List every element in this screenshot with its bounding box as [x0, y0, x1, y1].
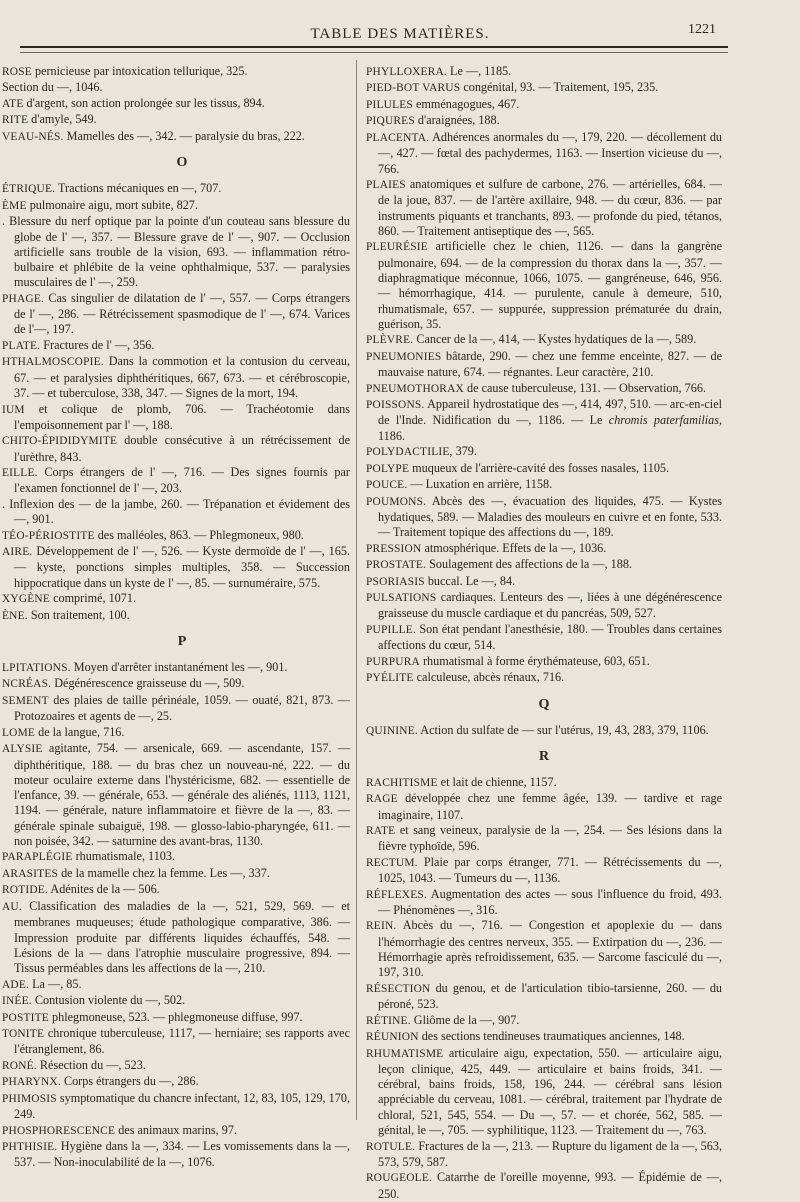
- index-term: AIRE.: [2, 546, 33, 559]
- index-entry: [366, 349, 722, 381]
- index-term: ATE: [2, 97, 24, 110]
- index-entry: [0, 1058, 350, 1074]
- index-entry: [366, 1013, 722, 1029]
- entries-r: [366, 775, 722, 1202]
- index-term: PLEURÉSIE: [366, 241, 428, 254]
- index-term: SEMENT: [2, 694, 49, 707]
- index-tail: , 1186.: [378, 413, 722, 443]
- right-column: [366, 64, 722, 1202]
- index-text: La —, 85.: [32, 976, 82, 991]
- index-entry: [0, 528, 350, 544]
- index-entry: [0, 899, 350, 976]
- index-term: PLÈVRE.: [366, 334, 414, 347]
- index-text: phlegmoneuse, 523. — phlegmoneuse diffuse, 997.: [52, 1009, 303, 1024]
- index-term: RONÉ.: [2, 1059, 37, 1072]
- index-term: PULSATIONS: [366, 592, 437, 605]
- index-term: ÈNE.: [2, 609, 28, 622]
- index-term: ROSE: [2, 66, 32, 78]
- index-text: Adhérences anormales du —, 179, 220. — décollement du —, 427. — fœtal des pachydermes, 1163. — Insertion vicieuse du —, 766.: [378, 129, 723, 176]
- index-term: RÉFLEXES.: [366, 888, 427, 901]
- index-text: de cause tuberculeuse, 131. — Observation, 766.: [467, 380, 706, 395]
- index-term: ÉTRIQUE.: [2, 183, 56, 196]
- index-text: Adénites de la — 506.: [50, 882, 160, 897]
- index-text: agitante, 754. — arsenicale, 669. — ascendante, 157. — diphthéritique, 188. — du bras chez un nouveau-né, 222. — du moteur oculaire externe dans l'hystéricisme, 682. — essentielle de l'enfance, 39. — générale, 653. — générale des aliénés, 1113, 1121, 1194. — générale, nature inflammatoire et fièvre de la —, 83. — générale spinale subaiguë, 198. — glosso-labio-pharyngée, 611. — non poisée, 342. — saturnine des avant-bras, 1130.: [14, 741, 351, 848]
- index-entry: [366, 855, 722, 887]
- index-entry: [366, 113, 722, 129]
- index-entry: [0, 1074, 350, 1090]
- index-text: anatomiques et sulfure de carbone, 276. — artérielles, 684. — de la joue, 837. — de l'artère axillaire, 948. — du cœur, 836. — par instruments piquants et tranchants, 893. — profonde du pied, tétanos, 860. — Traitement antiseptique des —, 565.: [378, 177, 722, 238]
- header-rule: [20, 46, 728, 48]
- section-letter-r: R: [538, 748, 550, 764]
- index-term: PLAIES: [366, 179, 406, 192]
- index-entry: [0, 693, 350, 725]
- section-letter-p: P: [177, 633, 187, 649]
- index-text: des sections tendineuses traumatiques anciennes, 148.: [421, 1029, 685, 1044]
- index-term: PHARYNX.: [2, 1076, 61, 1089]
- index-term: LPITATIONS.: [2, 661, 71, 674]
- index-text: buccal. Le —, 84.: [427, 573, 516, 588]
- index-text: articulaire aigu, expectation, 550. — articulaire aigu, leçon clinique, 425, 449. — articulaire et bains froids, 341. — cérébral, bains froids, 158, 196, 244. — cérébral sans lésion appréciable du cerveau, 1081. — cérébral, traitement par l'hydrate de chloral, 521, 545, 554. — Du —, 57. — et chorée, 562, 585. — génital, le —, 705. — syphilitique, 1123. — Traitement du —, 763.: [378, 1045, 722, 1138]
- index-term: TONITE: [2, 1028, 45, 1041]
- index-entry: [0, 291, 350, 338]
- index-text: cardiaques. Lenteurs des —, liées à une dégénérescence graisseuse du muscle cardiaque et du pancréas, 509, 527.: [378, 590, 722, 621]
- index-term: PHOSPHORESCENCE: [2, 1124, 116, 1137]
- page-title: TABLE DES MATIÈRES.: [310, 26, 490, 42]
- index-entry: [0, 497, 350, 528]
- index-text: des malléoles, 863. — Phlegmoneux, 980.: [97, 527, 304, 542]
- index-term: POUCE.: [366, 479, 408, 492]
- index-text: Soulagement des affections de la —, 188.: [429, 557, 632, 572]
- index-term: EILLE.: [2, 467, 38, 480]
- index-entry: [0, 1026, 350, 1058]
- index-entry: [366, 791, 722, 823]
- index-entry: [366, 981, 722, 1013]
- index-term: ADE.: [2, 978, 30, 991]
- index-term: PHIMOSIS: [2, 1092, 57, 1105]
- index-entry: [366, 461, 722, 477]
- index-text: Section du —, 1046.: [2, 80, 103, 95]
- index-text: des animaux marins, 97.: [118, 1122, 237, 1137]
- index-entry: [366, 1046, 722, 1139]
- index-text: Dans la commotion et la contusion du cerveau, 67. — et paralysies diphthéritiques, 667, 673. — et cérébroscopie, 37. — et tuberculose, 338, 347. — Signes de la mort, 194.: [14, 354, 351, 401]
- index-text: et colique de plomb, 706. — Trachéotomie dans l'empoisonnement par l' —, 188.: [14, 401, 350, 432]
- index-entry: [0, 181, 350, 197]
- index-entry: [366, 557, 722, 573]
- index-text: symptomatique du chancre infectant, 12, 83, 105, 129, 170, 249.: [14, 1090, 351, 1122]
- index-term: ROTULE.: [366, 1140, 416, 1153]
- index-text: et sang veineux, paralysie de la —, 254. — Ses lésions dans la fièvre typhoïde, 596.: [378, 823, 722, 854]
- index-term: RATE: [366, 825, 396, 838]
- index-text: Son état pendant l'anesthésie, 180. — Troubles dans certaines affections du cœur, 514.: [378, 621, 723, 653]
- index-term: RÉUNION: [366, 1031, 419, 1044]
- index-entry: [366, 64, 722, 80]
- index-text: Moyen d'arrêter instantanément les —, 901.: [73, 659, 288, 674]
- page-number: 1221: [688, 22, 716, 37]
- index-term: LOME: [2, 726, 36, 739]
- index-text: de la mamelle chez la femme. Les —, 337.: [61, 865, 270, 880]
- index-text: atmosphérique. Effets de la —, 1036.: [424, 540, 607, 555]
- index-entry: [366, 654, 722, 670]
- index-term: NCRÉAS.: [2, 678, 52, 691]
- index-text: d'argent, son action prolongée sur les tissus, 894.: [26, 95, 265, 110]
- index-text: Son traitement, 100.: [30, 607, 130, 622]
- index-text: chronique tuberculeuse, 1117, — herniaire; ses rapports avec l'étranglement, 86.: [14, 1026, 350, 1057]
- index-entry: [0, 198, 350, 214]
- index-entry: [0, 544, 350, 591]
- index-text: Développement de l' —, 526. — Kyste dermoïde de l' —, 165. — kyste, ponctions simples multiples, 358. — Succession hippocratique dans un kyste de l' —, 85. — surnuméraire, 575.: [14, 544, 350, 590]
- index-text: pernicieuse par intoxication tellurique, 325.: [34, 64, 248, 78]
- index-entry: [0, 977, 350, 993]
- index-text: Catarrhe de l'oreille moyenne, 993. — Épidémie de —, 250.: [378, 1170, 722, 1201]
- index-entry: [0, 465, 350, 497]
- index-entry: [0, 660, 350, 676]
- index-text: Le —, 1185.: [450, 64, 512, 78]
- index-entry: [366, 381, 722, 397]
- index-entry: [366, 1170, 722, 1202]
- entries-o: [0, 181, 350, 624]
- index-text: Dégénérescence graisseuse du —, 509.: [54, 676, 245, 691]
- index-term: POSTITE: [2, 1011, 49, 1024]
- index-text: Tractions mécaniques en —, 707.: [58, 181, 222, 196]
- index-text: double consécutive à un rétrécissement de l'urèthre, 843.: [14, 433, 350, 464]
- index-text: rhumatismal à forme érythémateuse, 603, 651.: [423, 653, 650, 668]
- index-entry: [0, 80, 350, 95]
- left-column: [0, 64, 350, 1171]
- index-term: RÉSECTION: [366, 982, 431, 995]
- index-text: d'amyle, 549.: [31, 112, 97, 127]
- index-term: ÈME: [2, 199, 27, 212]
- index-entry: [366, 622, 722, 654]
- index-entry: [0, 591, 350, 607]
- index-text: bâtarde, 290. — chez une femme enceinte, 827. — de mauvaise nature, 674. — régnantes. Leur caractère, 210.: [378, 348, 723, 380]
- index-term: PHAGE.: [2, 292, 45, 305]
- index-entry: [366, 918, 722, 980]
- index-entry: [366, 723, 722, 739]
- index-text: 379.: [455, 444, 477, 459]
- index-entry: [366, 887, 722, 919]
- index-entry: [0, 338, 350, 354]
- index-entry: [0, 866, 350, 882]
- index-term: HTHALMOSCOPIE.: [2, 356, 104, 369]
- index-entry: [0, 129, 350, 145]
- index-term: VEAU-NÉS.: [2, 130, 64, 143]
- index-term: RITE: [2, 114, 29, 127]
- index-text: du genou, et de l'articulation tibio-tarsienne, 260. — du péroné, 523.: [378, 980, 723, 1012]
- index-entry: [0, 214, 350, 290]
- index-term: PURPURA: [366, 655, 420, 668]
- index-term: RECTUM.: [366, 856, 418, 869]
- index-term: XYGÈNE: [2, 593, 51, 606]
- index-entry: [0, 112, 350, 128]
- index-text: Cas singulier de dilatation de l' —, 557. — Corps étrangers de l' —, 286. — Rétrécissement spasmodique de l' —, 674. Varices de l'—, 197.: [14, 290, 350, 337]
- index-term: INÉE.: [2, 995, 32, 1008]
- index-entry: [0, 1139, 350, 1171]
- index-text: Fractures de la —, 213. — Rupture du ligament de la —, 563, 573, 579, 587.: [378, 1138, 723, 1169]
- index-term: PNEUMOTHORAX: [366, 382, 464, 395]
- index-term: PLATE.: [2, 339, 41, 352]
- index-text: Abcès des —, évacuation des liquides, 475. — Kystes hydatiques, 589. — Maladies des mouleurs en cuivre et en fonte, 533. — Traitement topique des affections du —, 189.: [378, 493, 722, 540]
- index-text: Classification des maladies de la —, 521, 529, 569. — et membranes muqueuses; étude pathologique comparative, 386. — Impression produite par différents liquides échauffés, 548. — Lésions de la — dans l'atrophie musculaire progressive, 894. — Tissus perméables dans les affections de la —, 210.: [14, 898, 351, 976]
- index-term: PNEUMONIES: [366, 350, 442, 363]
- index-text: Augmentation des actes — sous l'influence du froid, 493. — Phénomènes —, 316.: [378, 886, 722, 917]
- entries-p: [0, 660, 350, 1171]
- index-text: Fractures de l' —, 356.: [43, 337, 155, 352]
- index-text: Corps étrangers de l' —, 716. — Des signes fournis par l'examen fonctionnel de l' —, 203.: [14, 465, 350, 496]
- index-entry: [366, 541, 722, 557]
- index-term: PIED-BOT VARUS: [366, 82, 461, 95]
- index-term: PIQURES: [366, 115, 415, 128]
- index-entry: [366, 130, 722, 177]
- index-term: AU.: [2, 900, 22, 913]
- index-entry: [0, 882, 350, 898]
- index-term: QUININE.: [366, 724, 418, 737]
- index-text: développée chez une femme âgée, 139. — tardive et rage imaginaire, 1107.: [378, 791, 722, 822]
- index-entry: [0, 993, 350, 1009]
- index-text: Corps étrangers du —, 286.: [63, 1074, 199, 1089]
- index-text: . Inflexion des — de la jambe, 260. — Trépanation et évidement des —, 901.: [2, 496, 350, 527]
- index-term: PYÉLITE: [366, 672, 414, 685]
- index-text: artificielle chez le chien, 1126. — dans la gangrène pulmonaire, 694. — de la compression du thorax dans la —, 357. — diaphragmatique méconnue, 1066, 1075. — gangréneuse, 646, 956. — hémorrhagique, 414. — purulente, canule à demeure, 510, rhumatismale, 657. — suppurée, suppression prématurée du drain, guérison, 35.: [378, 239, 722, 331]
- index-term: RHUMATISME: [366, 1047, 444, 1060]
- index-entry: [0, 608, 350, 624]
- index-entry: [366, 670, 722, 686]
- index-term: PLACENTA.: [366, 131, 430, 144]
- index-text: — Luxation en arrière, 1158.: [410, 477, 553, 492]
- index-entry: [0, 96, 350, 112]
- index-term: PUPILLE.: [366, 623, 417, 636]
- index-text: Hygiène dans la —, 334. — Les vomissements dans la —, 537. — Non-inoculabilité de la —, 1076.: [14, 1139, 351, 1170]
- index-entry: [0, 64, 350, 80]
- index-entry: [0, 402, 350, 434]
- index-entry: [366, 239, 722, 332]
- index-term: POISSONS.: [366, 399, 425, 412]
- index-term: PILULES: [366, 98, 413, 111]
- index-text: Résection du —, 523.: [39, 1057, 146, 1072]
- section-letter-q: Q: [538, 696, 550, 712]
- index-entry: [366, 397, 722, 444]
- index-term: ROUGEOLE.: [366, 1172, 433, 1185]
- index-entry: [366, 97, 722, 113]
- index-text: des plaies de taille périnéale, 1059. — ouaté, 821, 873. — Protozoaires et agents de —, 25.: [14, 692, 350, 724]
- index-term: RACHITISME: [366, 776, 438, 789]
- index-term: IUM: [2, 403, 25, 416]
- section-letter-o: O: [176, 155, 188, 171]
- index-text: Abcès du —, 716. — Congestion et apoplexie du — dans l'hémorrhagie des centres nerveux, 355. — Extirpation du —, 236. — Hémorrhagie après refroidissement, 635. — Sarcome fasciculé du —, 197, 310.: [378, 918, 722, 980]
- index-entry: [366, 80, 722, 96]
- index-term: POUMONS.: [366, 495, 427, 508]
- index-entry: [0, 1010, 350, 1026]
- index-entry: [366, 177, 722, 239]
- index-text: et lait de chienne, 1157.: [440, 774, 557, 789]
- index-text: . Blessure du nerf optique par la pointe d'un couteau sans blessure du globe de l' —, 357. — Blessure grave de l' —, 907. — Occlusion artificielle sans trouble de la vision, 693. — inflammation rétro-bulbaire et phlébite de la veine ophthalmique, 537. — paralysies musculaires de l' —, 259.: [2, 214, 350, 290]
- index-entry: [366, 590, 722, 622]
- index-text: emménagogues, 467.: [416, 96, 520, 111]
- index-term: ARASITES: [2, 867, 59, 880]
- index-entry: [366, 494, 722, 541]
- index-text: pulmonaire aigu, mort subite, 827.: [29, 197, 198, 212]
- entries-n: [0, 64, 350, 145]
- index-entry: [366, 823, 722, 855]
- index-entry: [0, 676, 350, 692]
- index-term: ALYSIE: [2, 743, 43, 756]
- index-text: de la langue, 716.: [38, 724, 125, 739]
- index-entry: [366, 444, 722, 460]
- index-entry: [366, 574, 722, 590]
- index-text: rhumatismale, 1103.: [75, 849, 176, 864]
- entries-q: [366, 723, 722, 739]
- index-text: Cancer de la —, 414, — Kystes hydatiques de la —, 589.: [416, 332, 697, 347]
- index-term: PHTHISIE.: [2, 1141, 58, 1154]
- index-term: RAGE: [366, 793, 398, 806]
- index-term: PRESSION: [366, 542, 422, 555]
- index-text: Mamelles des —, 342. — paralysie du bras, 222.: [66, 128, 305, 143]
- index-entry: [366, 775, 722, 791]
- index-term: POLYDACTILIE,: [366, 446, 453, 459]
- index-text: Action du sulfate de — sur l'utérus, 19, 43, 283, 379, 1106.: [420, 722, 709, 737]
- index-term: POLYPE: [366, 462, 410, 475]
- index-term: PROSTATE.: [366, 559, 427, 572]
- column-separator: [356, 60, 357, 1120]
- index-term: PSORIASIS: [366, 575, 425, 588]
- index-text: d'araignées, 188.: [417, 113, 500, 128]
- index-term: TÉO-PÉRIOSTITE: [2, 529, 95, 542]
- index-term: ROTIDE.: [2, 884, 49, 897]
- index-text: Appareil hydrostatique des —, 414, 497, 510. — arc-en-ciel de l'Inde. Nidification du —, 1186. — Le: [378, 397, 722, 428]
- index-text: calculeuse, abcès rénaux, 716.: [416, 670, 565, 685]
- index-entry: [0, 354, 350, 401]
- index-entry: [0, 849, 350, 865]
- entries-p-continued: [366, 64, 722, 687]
- index-term: PHYLLOXERA.: [366, 66, 447, 78]
- index-entry: [0, 433, 350, 465]
- index-term: PARAPLÉGIE: [2, 851, 73, 864]
- index-text: Gliôme de la —, 907.: [413, 1012, 520, 1027]
- index-entry: [0, 741, 350, 849]
- index-entry: [0, 1123, 350, 1139]
- index-entry: [366, 1029, 722, 1045]
- index-term: REIN.: [366, 920, 397, 933]
- index-text: Contusion violente du —, 502.: [34, 993, 186, 1008]
- index-entry: [366, 477, 722, 493]
- index-term: RÉTINE.: [366, 1014, 411, 1027]
- index-text: muqueux de l'arrière-cavité des fosses nasales, 1105.: [412, 460, 670, 475]
- header-rule-thin: [20, 52, 728, 53]
- index-text: Plaie par corps étranger, 771. — Rétrécissements du —, 1025, 1043. — Tumeurs du —, 1136.: [378, 854, 722, 886]
- index-entry: [366, 332, 722, 348]
- index-entry: [0, 1091, 350, 1123]
- index-entry: [366, 1139, 722, 1171]
- index-text: comprimé, 1071.: [53, 591, 137, 606]
- index-entry: [0, 725, 350, 741]
- index-italic: chromis paterfamilias: [608, 413, 719, 428]
- index-term: CHITO-ÉPIDIDYMITE: [2, 435, 118, 448]
- index-text: congénital, 93. — Traitement, 195, 235.: [463, 80, 659, 95]
